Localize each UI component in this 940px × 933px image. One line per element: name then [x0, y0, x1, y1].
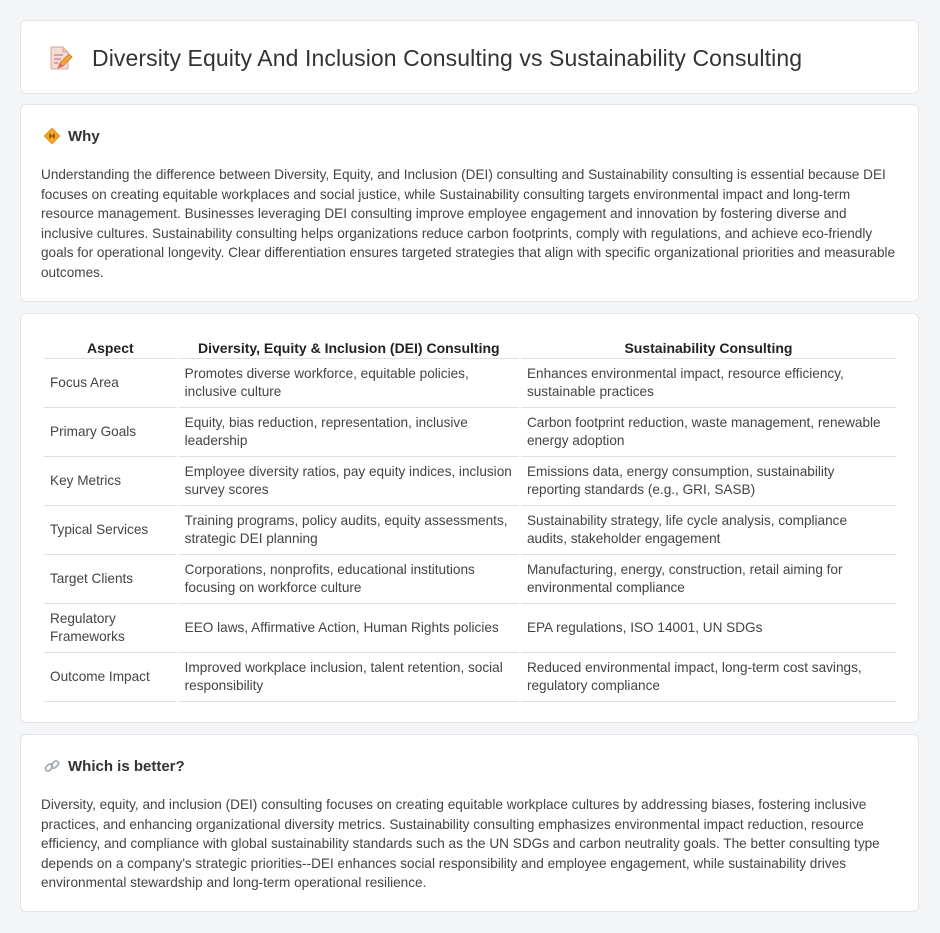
cell-sustainability: EPA regulations, ISO 14001, UN SDGs	[521, 604, 896, 653]
header-sustainability: Sustainability Consulting	[521, 335, 896, 359]
cell-sustainability: Reduced environmental impact, long-term cost savings, regulatory compliance	[521, 653, 896, 702]
cell-sustainability: Emissions data, energy consumption, sustainability reporting standards (e.g., GRI, SASB)	[521, 457, 896, 506]
table-row	[44, 555, 896, 604]
cell-dei: Corporations, nonprofits, educational institutions focusing on workforce culture	[179, 555, 519, 604]
title-row	[45, 43, 802, 73]
why-card	[20, 104, 919, 302]
table-row	[44, 408, 896, 457]
comparison-table	[42, 335, 898, 702]
table-row	[44, 653, 896, 702]
table-row	[44, 457, 896, 506]
cell-dei: Employee diversity ratios, pay equity indices, inclusion survey scores	[179, 457, 519, 506]
comparison-card	[20, 313, 919, 723]
cell-aspect: Key Metrics	[44, 457, 177, 506]
table-row	[44, 359, 896, 408]
page-title: Diversity Equity And Inclusion Consulting vs Sustainability Consulting	[92, 44, 803, 71]
table-header-row	[44, 335, 896, 359]
document-pencil-icon	[45, 43, 75, 73]
cell-sustainability: Carbon footprint reduction, waste management, renewable energy adoption	[521, 408, 896, 457]
why-heading: Why	[68, 127, 100, 145]
cell-dei: Training programs, policy audits, equity assessments, strategic DEI planning	[179, 506, 519, 555]
better-text: Diversity, equity, and inclusion (DEI) consulting focuses on creating equitable workplace cultures by addressing biases, fostering inclusive practices, and enhancing organizational diversity metrics. Sustainability consulting emphasizes environmental impact reduction, resource efficiency, and compliance with global sustainability standards such as the UN SDGs and carbon neutrality goals. The better consulting type depends on a company's strategic priorities--DEI enhances social responsibility and employee engagement, while sustainability drives environmental stewardship and long-term operational resilience.	[41, 797, 880, 891]
cell-aspect: Focus Area	[44, 359, 177, 408]
cell-dei: Improved workplace inclusion, talent retention, social responsibility	[179, 653, 519, 702]
diamond-icon	[43, 127, 61, 145]
title-card	[20, 20, 919, 94]
header-dei: Diversity, Equity & Inclusion (DEI) Consulting	[179, 335, 519, 359]
better-heading-row	[43, 757, 185, 775]
header-aspect: Aspect	[44, 335, 177, 359]
cell-sustainability: Sustainability strategy, life cycle analysis, compliance audits, stakeholder engagement	[521, 506, 896, 555]
cell-aspect: Typical Services	[44, 506, 177, 555]
cell-aspect: Primary Goals	[44, 408, 177, 457]
cell-dei: Equity, bias reduction, representation, inclusive leadership	[179, 408, 519, 457]
cell-aspect: Target Clients	[44, 555, 177, 604]
link-icon	[43, 757, 61, 775]
cell-sustainability: Enhances environmental impact, resource efficiency, sustainable practices	[521, 359, 896, 408]
cell-dei: Promotes diverse workforce, equitable policies, inclusive culture	[179, 359, 519, 408]
cell-aspect: Regulatory Frameworks	[44, 604, 177, 653]
table-row	[44, 604, 896, 653]
better-card	[20, 734, 919, 912]
cell-aspect: Outcome Impact	[44, 653, 177, 702]
why-heading-row	[43, 127, 100, 145]
cell-sustainability: Manufacturing, energy, construction, retail aiming for environmental compliance	[521, 555, 896, 604]
table-row	[44, 506, 896, 555]
why-text: Understanding the difference between Diversity, Equity, and Inclusion (DEI) consulting and Sustainability consulting is essential because DEI focuses on creating equitable workplaces and social justice, while Sustainability consulting targets environmental impact and long-term resource management. Businesses leveraging DEI consulting improve employee engagement and innovation by fostering diverse and inclusive cultures. Sustainability consulting helps organizations reduce carbon footprints, comply with regulations, and achieve eco-friendly goals for operational longevity. Clear differentiation ensures targeted strategies that align with specific organizational priorities and measurable outcomes.	[41, 167, 896, 280]
better-heading: Which is better?	[68, 757, 185, 775]
cell-dei: EEO laws, Affirmative Action, Human Rights policies	[179, 604, 519, 653]
